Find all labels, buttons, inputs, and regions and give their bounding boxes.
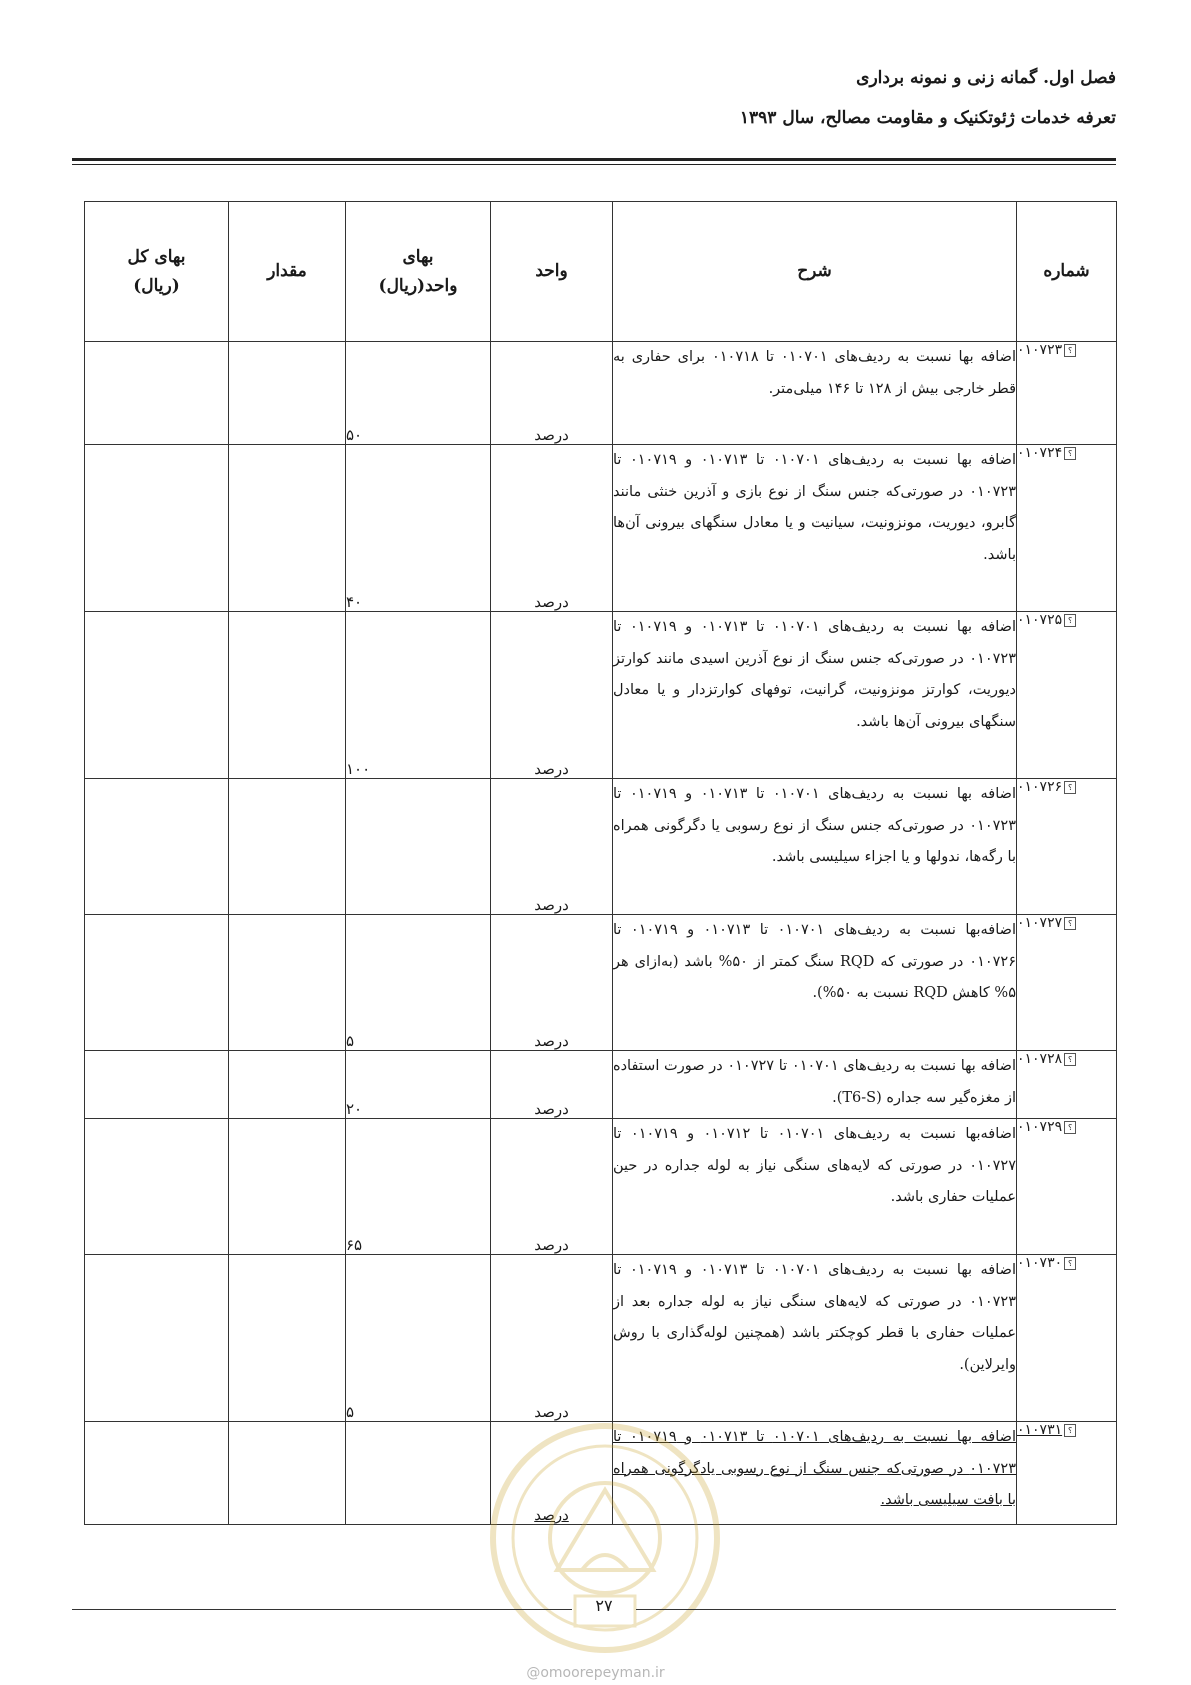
item-description: اضافه بها نسبت به ردیف‌های ۰۱۰۷۰۱ تا ۰۱۰۷۱۳ و ۰۱۰۷۱۹ تا ۰۱۰۷۲۳ در صورتی‌که جنس سنگ از نوع رسوبی یادگرگونی همراه با بافت سیلیسی باشد. bbox=[613, 1422, 1017, 1525]
item-quantity bbox=[229, 342, 346, 445]
seal-stamp bbox=[487, 1420, 723, 1656]
item-total bbox=[85, 1422, 229, 1525]
item-unit-price: ۲۰ bbox=[346, 1051, 491, 1119]
item-total bbox=[85, 1051, 229, 1119]
footnote-marker-icon: ؟ bbox=[1064, 781, 1076, 794]
item-total bbox=[85, 1255, 229, 1422]
table-row bbox=[85, 445, 1117, 612]
item-code: ؟۰۱۰۷۲۴ bbox=[1017, 445, 1117, 612]
item-unit-price: ۵ bbox=[346, 1255, 491, 1422]
item-quantity bbox=[229, 612, 346, 779]
table-row bbox=[85, 1051, 1117, 1119]
footnote-marker-icon: ؟ bbox=[1064, 1121, 1076, 1134]
footnote-marker-icon: ؟ bbox=[1064, 917, 1076, 930]
item-quantity bbox=[229, 1422, 346, 1525]
item-unit: درصد bbox=[491, 1255, 613, 1422]
item-quantity bbox=[229, 1255, 346, 1422]
item-code: ؟۰۱۰۷۲۶ bbox=[1017, 779, 1117, 915]
footnote-marker-icon: ؟ bbox=[1064, 447, 1076, 460]
header-code: شماره bbox=[1017, 202, 1117, 342]
item-total bbox=[85, 342, 229, 445]
footnote-marker-icon: ؟ bbox=[1064, 1053, 1076, 1066]
item-total bbox=[85, 445, 229, 612]
table-row bbox=[85, 779, 1117, 915]
footnote-marker-icon: ؟ bbox=[1064, 1257, 1076, 1270]
item-total bbox=[85, 779, 229, 915]
table-row bbox=[85, 342, 1117, 445]
item-code: ؟۰۱۰۷۲۵ bbox=[1017, 612, 1117, 779]
table-row bbox=[85, 915, 1117, 1051]
item-code: ؟۰۱۰۷۲۷ bbox=[1017, 915, 1117, 1051]
item-code: ؟۰۱۰۷۲۳ bbox=[1017, 342, 1117, 445]
item-code: ؟۰۱۰۷۳۰ bbox=[1017, 1255, 1117, 1422]
header-unit-price: بهای واحد(ریال) bbox=[346, 202, 491, 342]
tariff-table bbox=[84, 201, 1117, 1525]
item-unit-price bbox=[346, 779, 491, 915]
item-description: اضافه بها نسبت به ردیف‌های ۰۱۰۷۰۱ تا ۰۱۰۷۱۳ و ۰۱۰۷۱۹ تا ۰۱۰۷۲۳ در صورتی که لایه‌های سنگی نیاز به لوله جداره بعد از عملیات حفاری با قطر کوچکتر باشد (همچنین لوله‌گذاری با روش وایرلاین). bbox=[613, 1255, 1017, 1422]
item-quantity bbox=[229, 1051, 346, 1119]
item-code: ؟۰۱۰۷۲۸ bbox=[1017, 1051, 1117, 1119]
item-unit-price: ۱۰۰ bbox=[346, 612, 491, 779]
item-unit: درصد bbox=[491, 342, 613, 445]
item-unit: درصد bbox=[491, 915, 613, 1051]
header-unit: واحد bbox=[491, 202, 613, 342]
item-unit: درصد bbox=[491, 612, 613, 779]
item-description: اضافه‌بها نسبت به ردیف‌های ۰۱۰۷۰۱ تا ۰۱۰۷۱۳ و ۰۱۰۷۱۹ تا ۰۱۰۷۲۶ در صورتی که RQD سنگ کمتر از ۵۰% باشد (به‌ازای هر ۵% کاهش RQD نسبت به ۵۰%). bbox=[613, 915, 1017, 1051]
header-divider-thin bbox=[72, 164, 1116, 165]
item-description: اضافه بها نسبت به ردیف‌های ۰۱۰۷۰۱ تا ۰۱۰۷۱۳ و ۰۱۰۷۱۹ تا ۰۱۰۷۲۳ در صورتی‌که جنس سنگ از نوع رسوبی یا دگرگونی همراه با رگه‌ها، ندولها و یا اجزاء سیلیسی باشد. bbox=[613, 779, 1017, 915]
item-quantity bbox=[229, 779, 346, 915]
footnote-marker-icon: ؟ bbox=[1064, 344, 1076, 357]
item-total bbox=[85, 915, 229, 1051]
item-unit-price bbox=[346, 1422, 491, 1525]
item-unit-price: ۶۵ bbox=[346, 1119, 491, 1255]
item-total bbox=[85, 1119, 229, 1255]
item-description: اضافه بها نسبت به ردیف‌های ۰۱۰۷۰۱ تا ۰۱۰۷۲۷ در صورت استفاده از مغزه‌گیر سه جداره (T6-S). bbox=[613, 1051, 1017, 1119]
footnote-marker-icon: ؟ bbox=[1064, 1424, 1076, 1437]
footer-rule-right bbox=[636, 1609, 1116, 1610]
footnote-marker-icon: ؟ bbox=[1064, 614, 1076, 627]
table-row bbox=[85, 612, 1117, 779]
item-unit: درصد bbox=[491, 445, 613, 612]
item-unit: درصد bbox=[491, 779, 613, 915]
header-divider bbox=[72, 158, 1116, 161]
item-description: اضافه بها نسبت به ردیف‌های ۰۱۰۷۰۱ تا ۰۱۰۷۱۳ و ۰۱۰۷۱۹ تا ۰۱۰۷۲۳ در صورتی‌که جنس سنگ از نوع آذرین اسیدی مانند کوارتز دیوریت، کوارتز مونزونیت، گرانیت، توفهای کوارتزدار و یا معادل سنگهای بیرونی آن‌ها باشد. bbox=[613, 612, 1017, 779]
site-watermark: @omoorepeyman.ir bbox=[526, 1665, 665, 1681]
item-unit: درصد bbox=[491, 1119, 613, 1255]
item-total bbox=[85, 612, 229, 779]
table-row bbox=[85, 1119, 1117, 1255]
item-code: ؟۰۱۰۷۲۹ bbox=[1017, 1119, 1117, 1255]
item-unit: درصد bbox=[491, 1051, 613, 1119]
item-description: اضافه بها نسبت به ردیف‌های ۰۱۰۷۰۱ تا ۰۱۰۷۱۸ برای حفاری به قطر خارجی بیش از ۱۲۸ تا ۱۴۶ میلی‌متر. bbox=[613, 342, 1017, 445]
header-total-price: بهای کل (ریال) bbox=[85, 202, 229, 342]
item-description: اضافه‌بها نسبت به ردیف‌های ۰۱۰۷۰۱ تا ۰۱۰۷۱۲ و ۰۱۰۷۱۹ تا ۰۱۰۷۲۷ در صورتی که لایه‌های سنگی نیاز به لوله جداره در حین عملیات حفاری باشد. bbox=[613, 1119, 1017, 1255]
document-title: تعرفه خدمات ژئوتکنیک و مقاومت مصالح، سال ۱۳۹۳ bbox=[739, 108, 1116, 128]
table-header-row bbox=[85, 202, 1117, 342]
item-description: اضافه بها نسبت به ردیف‌های ۰۱۰۷۰۱ تا ۰۱۰۷۱۳ و ۰۱۰۷۱۹ تا ۰۱۰۷۲۳ در صورتی‌که جنس سنگ از نوع بازی و آذرین خنثی مانند گابرو، دیوریت، مونزونیت، سیانیت و یا معادل سنگهای بیرونی آن‌ها باشد. bbox=[613, 445, 1017, 612]
header-description: شرح bbox=[613, 202, 1017, 342]
footer-rule-left bbox=[72, 1609, 572, 1610]
item-unit-price: ۴۰ bbox=[346, 445, 491, 612]
item-unit-price: ۵ bbox=[346, 915, 491, 1051]
item-unit: درصد bbox=[491, 1422, 613, 1525]
chapter-heading: فصل اول. گمانه زنی و نمونه برداری bbox=[856, 68, 1116, 88]
item-code: ؟۰۱۰۷۳۱ bbox=[1017, 1422, 1117, 1525]
item-quantity bbox=[229, 1119, 346, 1255]
item-quantity bbox=[229, 445, 346, 612]
page-number: ۲۷ bbox=[595, 1596, 613, 1615]
table-row bbox=[85, 1255, 1117, 1422]
header-quantity: مقدار bbox=[229, 202, 346, 342]
item-unit-price: ۵۰ bbox=[346, 342, 491, 445]
item-quantity bbox=[229, 915, 346, 1051]
